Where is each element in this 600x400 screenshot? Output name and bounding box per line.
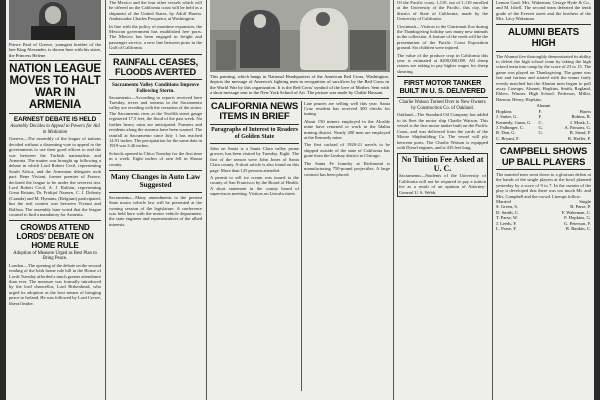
lineup-cell: C. Bryant, F. — [496, 135, 520, 141]
headline-california-news: CALIFORNIA NEWS ITEMS IN BRIEF — [210, 100, 299, 123]
lineup-cell: D. Smith, C. — [496, 209, 520, 215]
california-body-a: John on Santa is a Santa Clara valley prune grower, has been visited by Tuesday. Eight. The first of the season were John Jones of Santa Clara county. A short article is also found on this page. More than 125 persons attended. — [210, 146, 299, 173]
column-5 — [493, 0, 594, 400]
university-body: Of the Pacific coast, 1,110, out of 1,110 enrolled at the University of the Pacific, this city, the district of State of California, made by the University of California. — [397, 0, 488, 22]
lineup-cell: C. — [538, 119, 543, 125]
alumni-lineup-table — [496, 109, 591, 141]
lineup-cell — [539, 226, 549, 231]
subhead-home-rule: Adoption of Measure Urged as Best Plan to Bring Peace. — [13, 250, 97, 262]
california-body-c: About 150 miners employed in the Alcalde mine have returned to work in the Idalita mining district. Nearly 200 men are employed at the Kennedy mine. — [304, 118, 390, 141]
mexico-body-2: In line with the policy of maritime expansion, the Mexican government has established free ports. The Mexico has been engaged in freight and passenger service, a new line between ports in the Gulf of California. — [109, 23, 202, 51]
mexico-body: The Mexico and the four other vessels which will be offered on the California coast will be held as a shipment of the United States, by Adolf Huerta. Ambassador Charles Pesqueira, at Washington. — [109, 0, 202, 22]
california-body-b: Late prunes are selling well this year. Santa Cruz resident has received 300 checks for tuning. — [304, 100, 390, 117]
lineup-cell: J. Sutter, G. — [496, 114, 518, 120]
prince-photo — [9, 0, 101, 40]
lineup-row — [496, 226, 591, 231]
lineup-cell: Married — [496, 198, 511, 204]
headline-armenia: NATION LEAGUE MOVES TO HALT WAR IN ARMENIA — [9, 63, 101, 112]
home-rule-body: London—The opening of the debate on the second reading of the Irish home rule bill in the House of Lords Tuesday afforded a much greater attendance than ever. The measure was formally introduced by the lord chancellor, Lord Birkenhead, who urged its adoption as the best means of bringing peace to Ireland. He was followed by Lord Crewe, liberal leader. — [9, 262, 101, 306]
lineup-cell: R. Parse, P. — [570, 204, 591, 210]
lineup-cell: Single — [579, 198, 591, 204]
lineup-cell: R. Dan, G. — [496, 130, 516, 136]
motor-tanker-body: Oakland—The Standard Oil Company has added to its fleet the motor ship Charlie Watson. This vessel is the first motor tanker built on the Pacific Coast, and was delivered from the yards of the Moore Shipbuilding Co. The vessel will ply between ports. The Charlie Watson is equipped with Diesel engines, and is 435 feet long. — [397, 112, 488, 150]
photo-caption: Prince Paul of Greece, youngest brother of the late King Alexander, is shown here with his sister, the Princess Helene. — [9, 42, 101, 58]
red-cross-painting — [210, 0, 390, 72]
armenia-body: Geneva—The assembly of the league of nations decided without a dissenting vote to appeal to the governments to use their good offices to end the war between the Turkish nationalists and Armenia. The matter was brought up following a debate in which Lord Robert Cecil, representing South Africa, and the Armenian delegates took part. Rene Viviani, former premier of France, declared the league to be under the severest test. Lord Robert Cecil, A. J. Balfour, representing Great Britain; Dr. Fridtjof Nansen, C. J. Doherty (Canada) and M. Hymans, (Belgium) participated, but the real contest was between Viviani and Balfour. The assembly later voted that the league counsel to find a mandatory for Armenia. — [9, 136, 101, 218]
lineup-cell: F. — [538, 114, 542, 120]
headline-alumni: ALUMNI BEATS HIGH — [508, 26, 579, 49]
headline-tuition: No Tuition Fee Asked at U. C. — [401, 155, 484, 174]
headline-campbell: CAMPBELL SHOWS UP BALL PLAYERS — [499, 145, 588, 167]
lineup-cell: R. Hoffer, F. — [568, 135, 591, 141]
lineup-cell: Hopkins — [496, 108, 512, 114]
column-2 — [106, 0, 205, 400]
lineup-cell: Harris — [579, 108, 591, 114]
alumni-body: The Alumni five thoroughly demonstrated its ability to defeat the high school team by taking the high school team into camp by the score of 23 to 15. The game was played on Thanksgiving. The game was fast and furious and started with the teams fairly evenly matched but the Alumni men began to pull away. Lineups: Alumni, Hopkins, Smith, Ragland, Ehlers, Winner. High School: Pederson, Miller, Hanson, Henry, Hopkins. — [496, 53, 591, 102]
lineup-cell: G. Peterson, F. — [563, 220, 591, 226]
column-4 — [394, 0, 491, 400]
team-body: Lemon Gard, Mrs. Wakeman, George Hyde & Co., and M. Ishell. The second team defeated the tenth grade of the Everett street and the brothers of the Mrs. Lacy Wakeman. — [496, 0, 591, 22]
cincinnati-body: Cincinnati—Visitors to the Cincinnati Zoo during the Thanksgiving holiday saw many new animals in the collection. A feature of the week will be the presentation of the Pacific Coast Exposition ground. Six children were injured. — [397, 23, 488, 51]
married-single-lineup-table — [496, 199, 591, 231]
lineup-cell: L. Parse, F. — [496, 226, 517, 231]
subhead-california-news: Paragraphs of Interest to Readers of Golden State — [211, 127, 298, 141]
lineup-cell: T. Parse, W. — [496, 215, 518, 221]
lineup-cell: Robins, R. — [571, 114, 591, 120]
tuition-body: Sacramento—Students of the University of California will not be required to pay a tuition fee as a result of an opinion of Attorney-General U. S. Webb. — [399, 173, 486, 195]
california-body-d: The first carload of 1920-21 navels to be shipped outside of the state of California has gone from the Lindsay district to Chicago. — [304, 142, 390, 159]
painting-caption: This painting, which hangs in National Headquarters of the American Red Cross, Washington, depicts the message of America's fighting men in recognition of sacrifices by the Red Cross in the World War by this organization. It is the Red Cross' symbol of the love of Mother. Sent with a short message sent to the New York School of Art. The picture was made by Childe Hassam. — [210, 74, 389, 96]
column-1 — [6, 0, 104, 400]
headline-home-rule: CROWDS ATTEND LORDS' DEBATE ON HOME RULE — [16, 222, 94, 250]
lineup-cell: J. Leeds, F. — [496, 220, 517, 226]
lineup-cell: B. Stead, F. — [569, 130, 591, 136]
lineup-cell: G. — [538, 124, 543, 130]
column-3 — [207, 0, 392, 400]
lineup-cell: G. — [538, 130, 543, 136]
subhead-motor-tanker: Charlie Watson Turned Over to New Owners by Construction Co. of Oakland. — [399, 100, 486, 111]
tuition-box — [397, 153, 488, 197]
lineup-cell: S. Green, S. — [496, 204, 519, 210]
alumni-table-title: Alumni — [536, 103, 551, 109]
scan-edge-right — [594, 0, 600, 400]
subhead-debate: EARNEST DEBATE IS HELD — [13, 116, 97, 124]
lineup-cell: F. — [538, 108, 542, 114]
lineup-cell — [539, 136, 549, 141]
lineup-cell: Kennedy, Gunn, G. — [496, 119, 532, 125]
california-body-e: The Santa Fe foundry at Richmond is manufacturing 750-pound projectiles. A large contract has been placed. — [304, 160, 390, 177]
headline-auto-law: Many Changes in Auto Law Suggested — [110, 171, 201, 190]
lineup-cell: J. Falbinger, C. — [496, 124, 525, 130]
lineup-cell: F. Hopkins, G. — [564, 215, 591, 221]
lineup-cell: F. Wakeman, C. — [561, 209, 591, 215]
produce-body: The value of the produce crop in California this year is estimated at $200,000,000. All sheep raisers are asking to pay higher wages for sheep shearing. — [397, 52, 488, 74]
subhead-text: Assembly Decides to Appeal to Powers for Aid in Mediation — [10, 124, 100, 135]
rainfall-body: Sacramento—According to reports received here Tuesday, rivers and streams in the Sacramento valley are receding with the cessation of the storm. The Sacramento river at the Twelfth street gauge registered 17.5 feet, the flood of the past week. No further heavy rains are anticipated. Farmers and residents along the streams have been warned. The rainfall at Sacramento since July 1 has reached 14.91 inches. The precipitation for the same date in 1919 was 3.46 inches. — [109, 94, 202, 149]
campbell-body: The married men went down to a glorious defeat at the hands of the single players at the bowl planned yesterday by a score of 9 to 7. In the curtain of the play it developed that there was too much Mr. and Mrs. Campbell and the crowd. Lineups follow: — [496, 171, 591, 199]
headline-motor-tanker: FIRST MOTOR TANKER BUILT IN U. S. DELIVERED — [399, 78, 486, 96]
lineup-cell: J. Moak, L. — [569, 119, 591, 125]
headline-rainfall: RAINFALL CEASES, FLOODS AVERTED — [113, 56, 198, 77]
auto-law-body: Sacramento—Many amendments to the present State motor vehicle law will be presented at the coming session of the legislature. A conference was held here with the motor vehicle department, the state engineer and representatives of the allied interests. — [109, 194, 202, 227]
lineup-cell: R. Rankin, C. — [565, 226, 591, 231]
lineup-cell: A. Parsons, G. — [564, 124, 591, 130]
subhead-rainfall: Sacramento Valley Conditions Improve Following Storm. — [111, 81, 200, 94]
lineup-row — [496, 136, 591, 141]
rainfall-body-2: Schools opened in Chico Tuesday for the first time in a week. Eight inches of rain fell in Shasta county. — [109, 150, 202, 167]
california-body-f: A permit to sell ice cream was issued to the county of San Francisco by the Board of Health. A short statement in the county board of supervisors meeting. Visitors on Lincoln street. — [210, 175, 299, 197]
